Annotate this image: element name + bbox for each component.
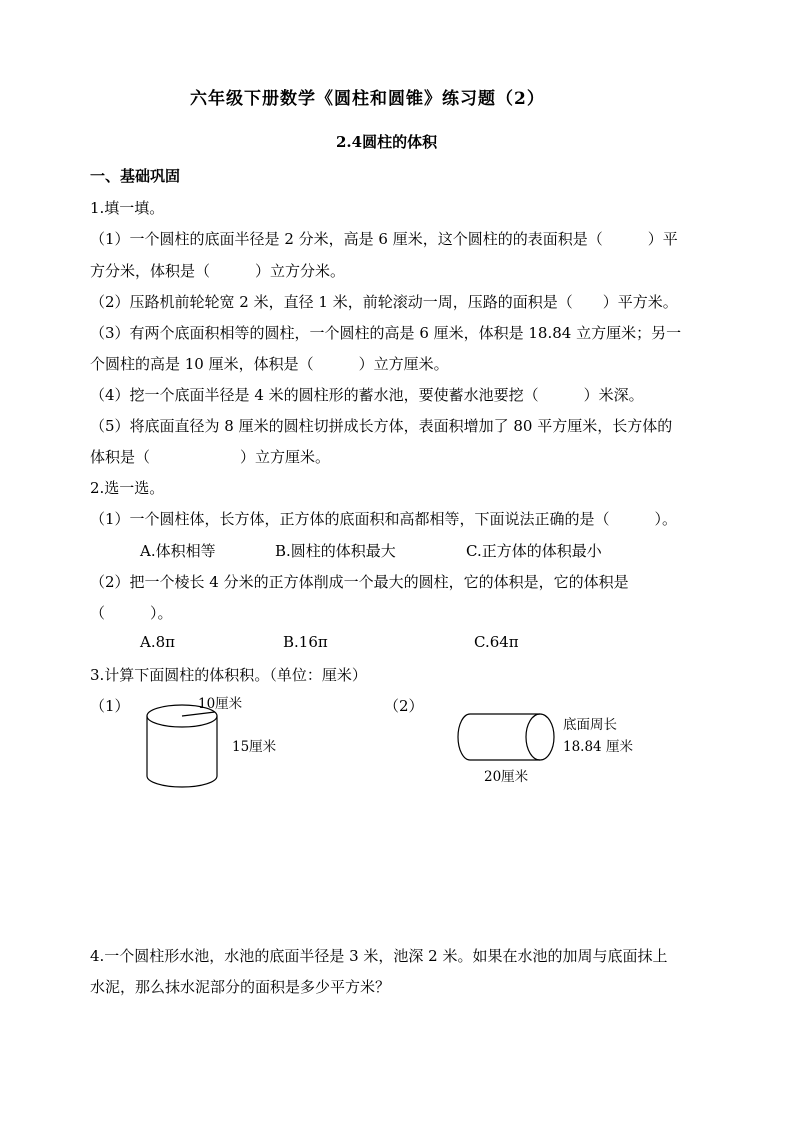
q2-item-1-option-c: C.正方体的体积最小 [466, 542, 602, 560]
q2-item-1-option-a: A.体积相等 [140, 542, 216, 560]
question-3-heading: 3.计算下面圆柱的体积积。（单位：厘米） [90, 666, 367, 684]
question-4-line-1: 4.一个圆柱形水池，水池的底面半径是 3 米，池深 2 米。如果在水池的加周与底面抹上 [90, 947, 668, 965]
figure-2-circumference-label: 底面周长 [563, 717, 617, 733]
q1-item-4: （4）挖一个底面半径是 4 米的圆柱形的蓄水池，要使蓄水池要挖（ ）米深。 [90, 386, 644, 404]
figure-2-length-label: 20厘米 [484, 769, 529, 785]
question-1-heading: 1.填一填。 [90, 199, 165, 217]
cylinder-figure-2 [456, 712, 558, 764]
question-4-line-2: 水泥，那么抹水泥部分的面积是多少平方米？ [90, 978, 391, 996]
q1-item-5-line-2: 体积是（ ）立方厘米。 [90, 448, 331, 466]
figure-1-diameter-label: 10厘米 [198, 696, 243, 712]
q1-item-1-line-2: 方分米，体积是（ ）立方分米。 [90, 262, 346, 280]
q1-item-2: （2）压路机前轮轮宽 2 米，直径 1 米，前轮滚动一周，压路的面积是（ ）平方米。 [90, 293, 678, 311]
q2-item-1: （1）一个圆柱体，长方体，正方体的底面积和高都相等，下面说法正确的是（ ）。 [90, 510, 678, 528]
page-subtitle: 2.4圆柱的体积 [336, 133, 438, 151]
figure-1-label: （1） [90, 697, 130, 715]
q2-item-2-line-1: （2）把一个棱长 4 分米的正方体削成一个最大的圆柱，它的体积是，它的体积是 [90, 573, 629, 591]
q2-item-2-line-2: （ ）。 [90, 604, 173, 622]
q2-item-2-option-a: A.8π [140, 633, 176, 651]
q1-item-3-line-1: （3）有两个底面积相等的圆柱，一个圆柱的高是 6 厘米，体积是 18.84 立方厘米；另一 [90, 324, 682, 342]
figure-1-height-label: 15厘米 [232, 739, 277, 755]
question-2-heading: 2.选一选。 [90, 479, 165, 497]
q1-item-3-line-2: 个圆柱的高是 10 厘米，体积是（ ）立方厘米。 [90, 355, 449, 373]
page-title: 六年级下册数学《圆柱和圆锥》练习题（2） [190, 89, 545, 109]
figure-2-circumference-value: 18.84 厘米 [563, 739, 633, 755]
figure-2-label: （2） [384, 697, 424, 715]
section-heading: 一、基础巩固 [90, 167, 181, 185]
q1-item-1-line-1: （1）一个圆柱的底面半径是 2 分米，高是 6 厘米，这个圆柱的的表面积是（ ）平 [90, 230, 678, 248]
q2-item-1-option-b: B.圆柱的体积最大 [275, 542, 396, 560]
q1-item-5-line-1: （5）将底面直径为 8 厘米的圆柱切拼成长方体，表面积增加了 80 平方厘米，长方体的 [90, 417, 673, 435]
q2-item-2-option-b: B.16π [283, 633, 328, 651]
q2-item-2-option-c: C.64π [474, 633, 519, 651]
